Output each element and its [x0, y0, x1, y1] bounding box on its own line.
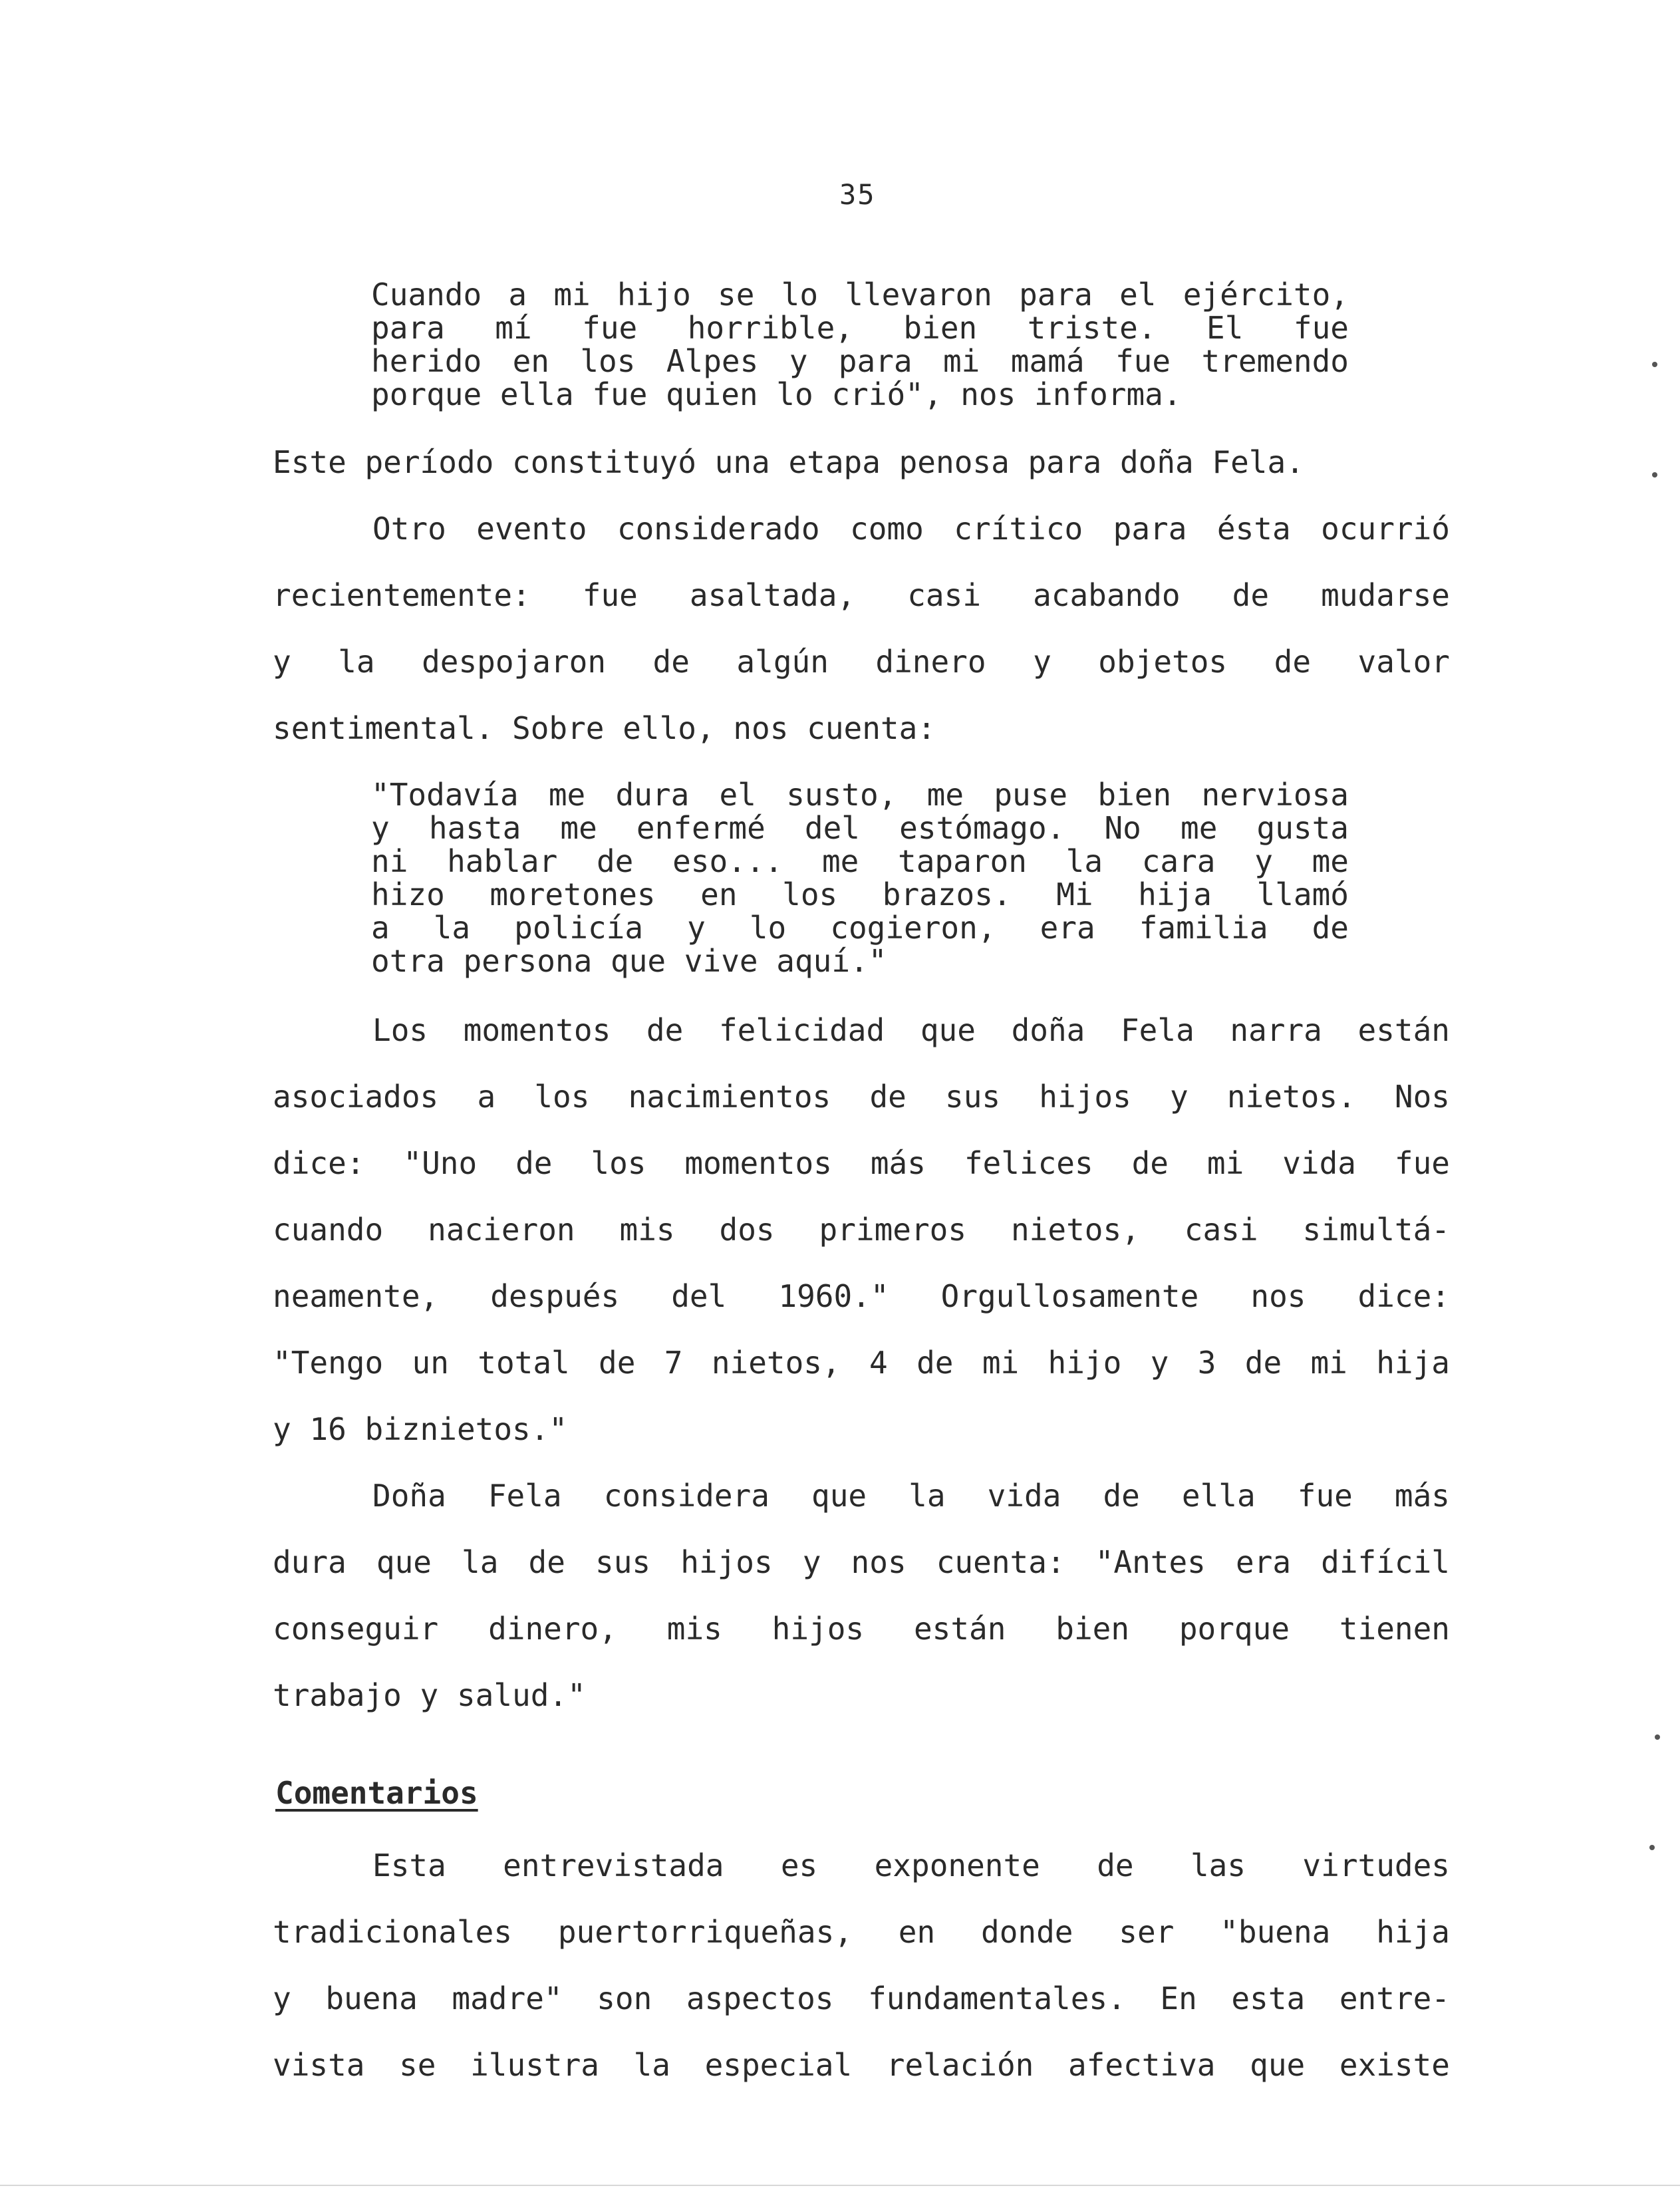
quote2-line: hizo moretones en los brazos. Mi hija llamó — [371, 877, 1349, 912]
paragraph-line: neamente, después del 1960." Orgullosamente nos dice: — [273, 1278, 1450, 1314]
paragraph-line: Otro evento considerado como crítico para ésta ocurrió — [372, 511, 1450, 547]
quote1-line: herido en los Alpes y para mi mamá fue tremendo — [371, 343, 1349, 379]
page-number: 35 — [839, 178, 876, 211]
paragraph-line: y 16 biznietos." — [273, 1411, 568, 1447]
scan-edge — [0, 2185, 1680, 2186]
paragraph-line: dice: "Uno de los momentos más felices de mi vida fue — [273, 1145, 1450, 1181]
scan-speck — [1655, 1734, 1660, 1740]
paragraph-line: Esta entrevistada es exponente de las virtudes — [372, 1848, 1450, 1883]
paragraph-line: tradicionales puertorriqueñas, en donde ser "buena hija — [273, 1914, 1450, 1950]
paragraph-line: vista se ilustra la especial relación afectiva que existe — [273, 2047, 1450, 2083]
section-heading: Comentarios — [275, 1775, 478, 1811]
paragraph-line: asociados a los nacimientos de sus hijos y nietos. Nos — [273, 1079, 1450, 1115]
scan-speck — [1652, 362, 1657, 367]
quote1-line: Cuando a mi hijo se lo llevaron para el ejército, — [371, 277, 1349, 313]
quote1-line: porque ella fue quien lo crió", nos informa. — [371, 376, 1182, 412]
quote2-line: "Todavía me dura el susto, me puse bien nerviosa — [371, 777, 1349, 813]
paragraph-line: conseguir dinero, mis hijos están bien porque tienen — [273, 1611, 1450, 1647]
scan-speck — [1652, 472, 1657, 478]
paragraph-line: trabajo y salud." — [273, 1677, 586, 1713]
paragraph-line: sentimental. Sobre ello, nos cuenta: — [273, 710, 936, 746]
quote1-line: para mí fue horrible, bien triste. El fue — [371, 310, 1349, 346]
quote2-line: ni hablar de eso... me taparon la cara y me — [371, 843, 1349, 879]
paragraph-line: Este período constituyó una etapa penosa para doña Fela. — [273, 444, 1304, 480]
paragraph-line: recientemente: fue asaltada, casi acabando de mudarse — [273, 577, 1450, 613]
paragraph-line: dura que la de sus hijos y nos cuenta: "Antes era difícil — [273, 1544, 1450, 1580]
paragraph-line: cuando nacieron mis dos primeros nietos, casi simultá- — [273, 1212, 1450, 1248]
paragraph-line: y buena madre" son aspectos fundamentales. En esta entre- — [273, 1981, 1450, 2016]
scan-speck — [1649, 1845, 1655, 1850]
paragraph-line: "Tengo un total de 7 nietos, 4 de mi hijo y 3 de mi hija — [273, 1345, 1450, 1381]
quote2-line: otra persona que vive aquí." — [371, 943, 887, 979]
quote2-line: y hasta me enfermé del estómago. No me gusta — [371, 810, 1349, 846]
paragraph-line: Los momentos de felicidad que doña Fela narra están — [372, 1012, 1450, 1048]
paragraph-line: Doña Fela considera que la vida de ella fue más — [372, 1478, 1450, 1514]
quote2-line: a la policía y lo cogieron, era familia de — [371, 910, 1349, 946]
paragraph-line: y la despojaron de algún dinero y objetos de valor — [273, 644, 1450, 680]
